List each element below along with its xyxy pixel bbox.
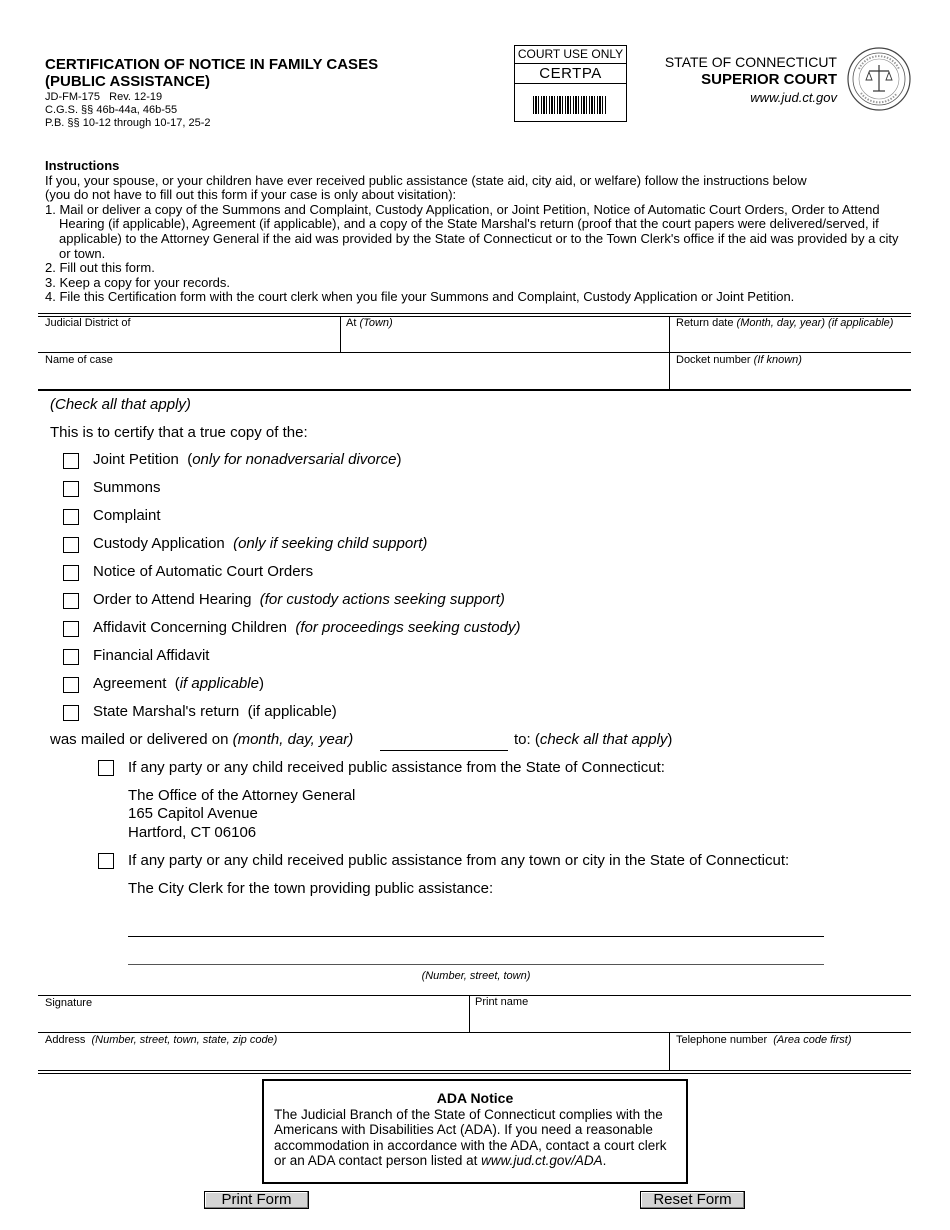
address-hint: (Number, street, town) bbox=[421, 970, 531, 982]
automatic-orders-label: Notice of Automatic Court Orders bbox=[93, 563, 314, 580]
complaint-checkbox[interactable] bbox=[63, 509, 79, 525]
town-assistance-label: If any party or any child received public assistance from any town or city in the State of Connecticut: bbox=[128, 852, 790, 869]
statute-ref: C.G.S. §§ 46b-44a, 46b-55 bbox=[45, 104, 178, 116]
instructions-intro-2: (you do not have to fill out this form if your case is only about visitation): bbox=[45, 187, 457, 203]
agreement-checkbox[interactable] bbox=[63, 677, 79, 693]
custody-application-checkbox[interactable] bbox=[63, 537, 79, 553]
check-all-note: (Check all that apply) bbox=[50, 396, 191, 413]
divider bbox=[38, 313, 911, 314]
affidavit-children-checkbox[interactable] bbox=[63, 621, 79, 637]
divider bbox=[469, 995, 470, 1032]
city-clerk-address-input[interactable] bbox=[128, 964, 824, 965]
custody-application-label: Custody Application (only if seeking child support) bbox=[93, 535, 428, 552]
instructions-heading: Instructions bbox=[45, 158, 120, 173]
instruction-step: 3. Keep a copy for your records. bbox=[45, 274, 230, 290]
state-name: STATE OF CONNECTICUT bbox=[664, 54, 837, 70]
agreement-label: Agreement (if applicable) bbox=[93, 675, 264, 692]
docket-number-hint: (If known) bbox=[753, 354, 802, 366]
print-name-label: Print name bbox=[475, 996, 529, 1008]
instructions-intro-1: If you, your spouse, or your children have ever received public assistance (state aid, city aid, or welfare) follow the instructions below bbox=[45, 172, 807, 188]
court-code: CERTPA bbox=[515, 64, 626, 84]
divider bbox=[38, 1032, 911, 1033]
signature-field[interactable] bbox=[45, 997, 465, 1031]
return-date-label: Return date bbox=[676, 317, 734, 329]
form-title-line2: (PUBLIC ASSISTANCE) bbox=[45, 73, 210, 90]
court-use-label: COURT USE ONLY bbox=[515, 46, 626, 64]
instructions bbox=[45, 159, 905, 305]
mailed-to: to: (check all that apply) bbox=[514, 731, 673, 748]
case-name-field[interactable] bbox=[45, 354, 665, 388]
divider bbox=[38, 352, 911, 353]
judicial-seal-icon bbox=[847, 47, 911, 111]
automatic-orders-checkbox[interactable] bbox=[63, 565, 79, 581]
marshal-return-checkbox[interactable] bbox=[63, 705, 79, 721]
mailed-date-input[interactable] bbox=[380, 750, 508, 751]
judicial-district-field[interactable] bbox=[45, 317, 337, 351]
judicial-district-label: Judicial District of bbox=[45, 317, 131, 329]
attorney-general-line2: 165 Capitol Avenue bbox=[128, 805, 258, 822]
telephone-hint: (Area code first) bbox=[773, 1034, 852, 1046]
joint-petition-label: Joint Petition (only for nonadversarial divorce) bbox=[93, 451, 402, 468]
return-date-field[interactable] bbox=[676, 317, 908, 351]
barcode-image bbox=[533, 96, 607, 114]
address-field-hint: (Number, street, town, state, zip code) bbox=[91, 1034, 278, 1046]
mailed-statement: was mailed or delivered on (month, day, year) bbox=[50, 731, 354, 748]
state-assistance-label: If any party or any child received public assistance from the State of Connecticut: bbox=[128, 759, 665, 776]
divider bbox=[669, 1032, 670, 1070]
affidavit-children-label: Affidavit Concerning Children (for proceedings seeking custody) bbox=[93, 619, 521, 636]
court-heading bbox=[665, 53, 837, 107]
town-assistance-checkbox[interactable] bbox=[98, 853, 114, 869]
divider bbox=[38, 1073, 911, 1074]
town-hint: (Town) bbox=[359, 317, 393, 329]
form-title bbox=[45, 56, 378, 90]
city-clerk-label: The City Clerk for the town providing public assistance: bbox=[128, 880, 494, 897]
state-assistance-checkbox[interactable] bbox=[98, 760, 114, 776]
practice-book-ref: P.B. §§ 10-12 through 10-17, 25-2 bbox=[45, 117, 211, 129]
attorney-general-line1: The Office of the Attorney General bbox=[128, 787, 356, 804]
telephone-label: Telephone number bbox=[676, 1034, 768, 1046]
order-to-attend-checkbox[interactable] bbox=[63, 593, 79, 609]
docket-number-label: Docket number bbox=[676, 354, 751, 366]
certify-intro: This is to certify that a true copy of the: bbox=[50, 424, 308, 441]
city-clerk-input[interactable] bbox=[128, 936, 824, 937]
signature-label: Signature bbox=[45, 997, 93, 1009]
address-field[interactable] bbox=[45, 1034, 665, 1068]
court-use-box bbox=[514, 45, 627, 122]
court-website: www.jud.ct.gov bbox=[750, 90, 837, 105]
telephone-field[interactable] bbox=[676, 1034, 908, 1068]
divider bbox=[340, 316, 341, 352]
instructions-steps bbox=[45, 203, 905, 305]
print-form-button[interactable]: Print Form bbox=[204, 1191, 309, 1209]
financial-affidavit-checkbox[interactable] bbox=[63, 649, 79, 665]
divider bbox=[38, 1070, 911, 1071]
form-title-line1: CERTIFICATION OF NOTICE IN FAMILY CASES bbox=[45, 56, 379, 73]
form-id: JD-FM-175 Rev. 12-19 bbox=[45, 91, 163, 103]
ada-text: The Judicial Branch of the State of Connecticut complies with the Americans with Disabilities Act (ADA). If you need a reasonable accommodation in accordance with the ADA, contact a court clerk or an ADA contact person listed at www.jud.ct.gov/ADA. bbox=[274, 1106, 667, 1168]
order-to-attend-label: Order to Attend Hearing (for custody actions seeking support) bbox=[93, 591, 505, 608]
instruction-step: 4. File this Certification form with the court clerk when you file your Summons and Complaint, Custody Application or Joint Petition. bbox=[45, 289, 795, 305]
instruction-step: 1. Mail or deliver a copy of the Summons and Complaint, Custody Application, or Joint Petition, Notice of Automatic Court Orders, Order to Attend Hearing (if applicable), Agreement (if applicable), and a copy of the State Marshal's return (proof that the court papers were delivered/served, if applicable) to the Attorney General if the aid was provided by the State of Connecticut or to the Town Clerk's office if the aid was provided by a city or town. bbox=[45, 201, 899, 261]
form-meta bbox=[45, 91, 211, 130]
financial-affidavit-label: Financial Affidavit bbox=[93, 647, 210, 664]
case-name-label: Name of case bbox=[45, 354, 113, 366]
summons-checkbox[interactable] bbox=[63, 481, 79, 497]
print-name-field[interactable] bbox=[475, 996, 907, 1030]
divider bbox=[38, 389, 911, 391]
town-label: At bbox=[346, 317, 357, 329]
docket-number-field[interactable] bbox=[676, 354, 908, 388]
address-label: Address bbox=[45, 1034, 86, 1046]
complaint-label: Complaint bbox=[93, 507, 161, 524]
summons-label: Summons bbox=[93, 479, 161, 496]
ada-link[interactable]: www.jud.ct.gov/ADA bbox=[481, 1153, 603, 1168]
instruction-step: 2. Fill out this form. bbox=[45, 260, 155, 276]
town-field[interactable] bbox=[346, 317, 666, 351]
ada-notice bbox=[262, 1079, 688, 1184]
marshal-return-label: State Marshal's return (if applicable) bbox=[93, 703, 337, 720]
attorney-general-line3: Hartford, CT 06106 bbox=[128, 824, 257, 841]
divider bbox=[669, 316, 670, 390]
joint-petition-checkbox[interactable] bbox=[63, 453, 79, 469]
court-name: SUPERIOR COURT bbox=[701, 71, 837, 88]
reset-form-button[interactable]: Reset Form bbox=[640, 1191, 745, 1209]
ada-heading: ADA Notice bbox=[436, 1090, 514, 1106]
return-date-hint: (Month, day, year) (if applicable) bbox=[736, 317, 894, 329]
